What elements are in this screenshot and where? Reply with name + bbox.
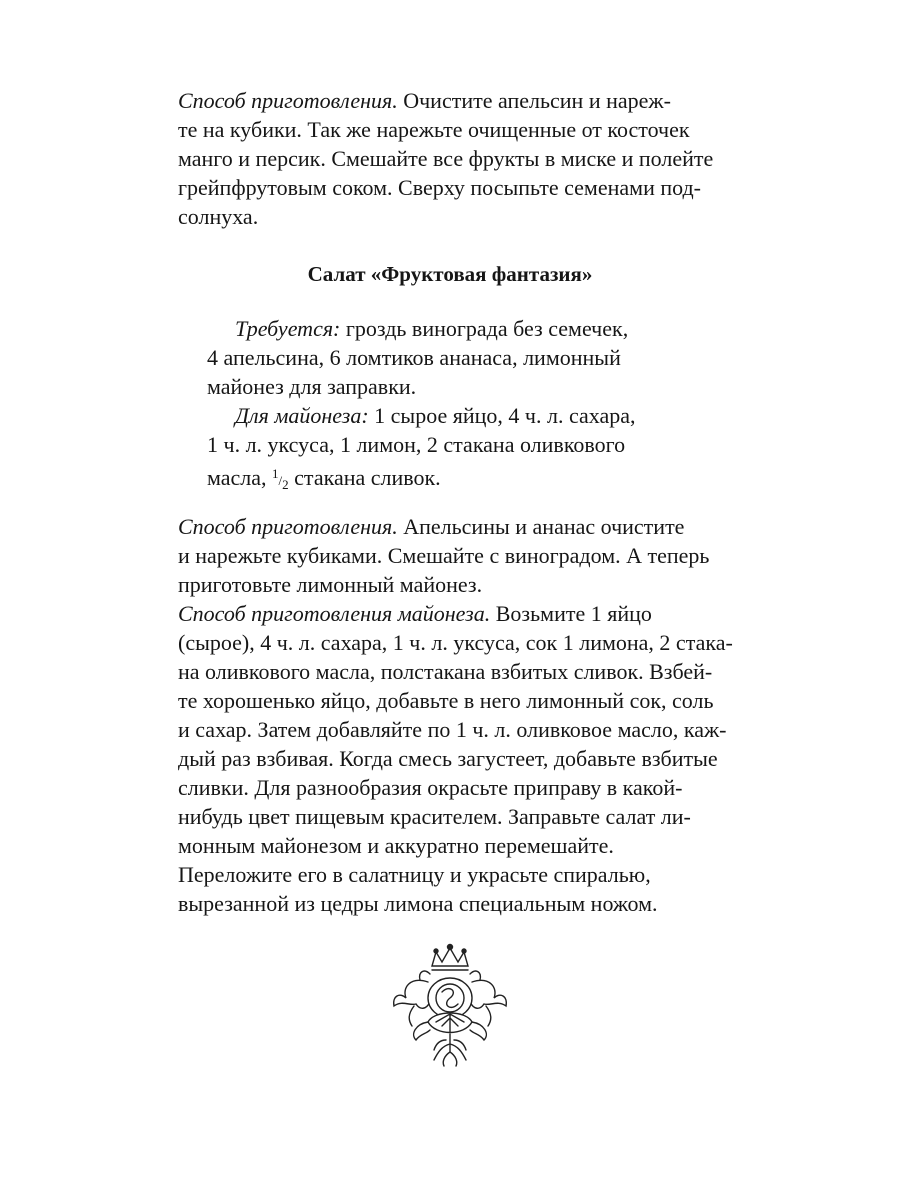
ingredients-line: майонез для заправки.: [207, 374, 417, 399]
method-label: Способ приготовления.: [178, 514, 398, 539]
ingredients-line: 1 ч. л. уксуса, 1 лимон, 2 стакана оливкового: [207, 432, 626, 457]
method-line: Апельсины и ананас очистите: [397, 514, 685, 539]
intro-line: те на кубики. Так же нарежьте очищенные от косточек: [178, 117, 690, 142]
mayo-ingredients-label: Для майонеза:: [235, 403, 369, 428]
method-section: [178, 512, 733, 918]
intro-line: Очистите апельсин и нареж-: [397, 88, 671, 113]
mayo-method-line: те хорошенько яйцо, добавьте в него лимонный сок, соль: [178, 688, 714, 713]
mayo-method-line: и сахар. Затем добавляйте по 1 ч. л. оливковое масло, каж-: [178, 717, 727, 742]
ingredients-block: [207, 314, 667, 499]
ingredients-line: 1 сырое яйцо, 4 ч. л. сахара,: [368, 403, 636, 428]
mayo-method-line: сливки. Для разнообразия окрасьте приправу в какой-: [178, 775, 683, 800]
method-paragraph: [178, 512, 726, 599]
final-paragraph: [178, 860, 726, 918]
intro-line: манго и персик. Смешайте все фрукты в миске и полейте: [178, 146, 714, 171]
mayo-method-paragraph: [178, 599, 733, 860]
mayo-method-line: (сырое), 4 ч. л. сахара, 1 ч. л. уксуса, сок 1 лимона, 2 стака-: [178, 630, 733, 655]
intro-label: Способ приготовления.: [178, 88, 398, 113]
ingredients-line: 4 апельсина, 6 ломтиков ананаса, лимонный: [207, 345, 621, 370]
fraction-half: $^1/_2$: [272, 466, 289, 492]
intro-paragraph: [178, 86, 726, 231]
mayo-method-line: дый раз взбивая. Когда смесь загустеет, добавьте взбитые: [178, 746, 718, 771]
mayo-method-label: Способ приготовления майонеза.: [178, 601, 491, 626]
ingredients-line: гроздь винограда без семечек,: [340, 316, 629, 341]
ingredients-line: стакана сливок.: [288, 465, 441, 490]
mayo-method-line: нибудь цвет пищевым красителем. Заправьте салат ли-: [178, 804, 691, 829]
ingredients-label: Требуется:: [235, 316, 341, 341]
final-line: Переложите его в салатницу и украсьте спиралью,: [178, 862, 651, 887]
intro-line: солнуха.: [178, 204, 259, 229]
intro-line: грейпфрутовым соком. Сверху посыпьте семенами под-: [178, 175, 702, 200]
method-line: приготовьте лимонный майонез.: [178, 572, 483, 597]
final-line: вырезанной из цедры лимона специальным ножом.: [178, 891, 658, 916]
mayo-method-line: на оливкового масла, полстакана взбитых сливок. Взбей-: [178, 659, 713, 684]
mayo-method-line: Возьмите 1 яйцо: [490, 601, 652, 626]
ingredients-line: масла,: [207, 465, 273, 490]
recipe-title: Салат «Фруктовая фантазия»: [307, 262, 593, 286]
mayo-method-line: монным майонезом и аккуратно перемешайте.: [178, 833, 614, 858]
heraldic-crest-icon: [380, 940, 520, 1070]
method-line: и нарежьте кубиками. Смешайте с виноградом. А теперь: [178, 543, 710, 568]
